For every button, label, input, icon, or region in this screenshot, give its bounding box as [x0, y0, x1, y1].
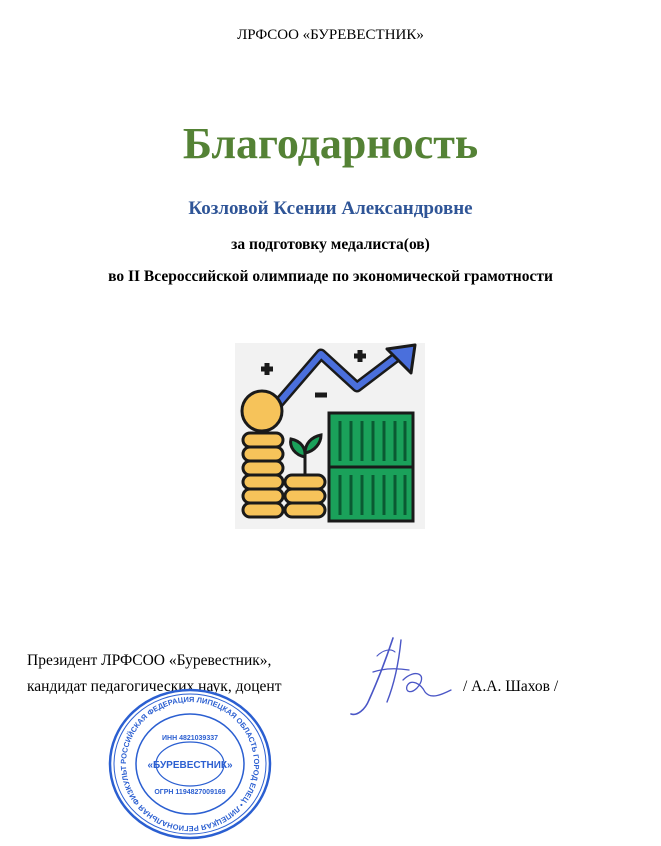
document-title: Благодарность — [182, 119, 479, 168]
recipient-name: Козловой Ксении Александровне — [188, 198, 473, 219]
signer-name: / А.А. Шахов / — [463, 678, 559, 695]
seal-name: «БУРЕВЕСТНИК» — [147, 760, 233, 771]
organization-seal — [107, 688, 273, 840]
seal-inn: ИНН 4821039337 — [161, 735, 219, 742]
organization-header: ЛРФСОО «БУРЕВЕСТНИК» — [237, 27, 424, 43]
seal-ogrn: ОГРН 1194827009169 — [154, 789, 226, 796]
seal-outer-text: РОССИЙСКАЯ ФЕДЕРАЦИЯ ЛИПЕЦКАЯ ОБЛАСТЬ ГОРОД ЕЛЕЦ • ЛИПЕЦКАЯ РЕГИОНАЛЬНАЯ ФИЗКУЛЬТ — [118, 694, 262, 834]
olympiad-name: во II Всероссийской олимпиаде по экономической грамотности — [108, 268, 553, 285]
economy-growth-icon — [235, 343, 425, 529]
signer-position-line2: кандидат педагогических наук, доцент — [27, 678, 282, 695]
award-reason: за подготовку медалиста(ов) — [231, 236, 430, 253]
handwritten-signature — [343, 630, 455, 720]
signer-position-line1: Президент ЛРФСОО «Буревестник», — [27, 652, 272, 669]
